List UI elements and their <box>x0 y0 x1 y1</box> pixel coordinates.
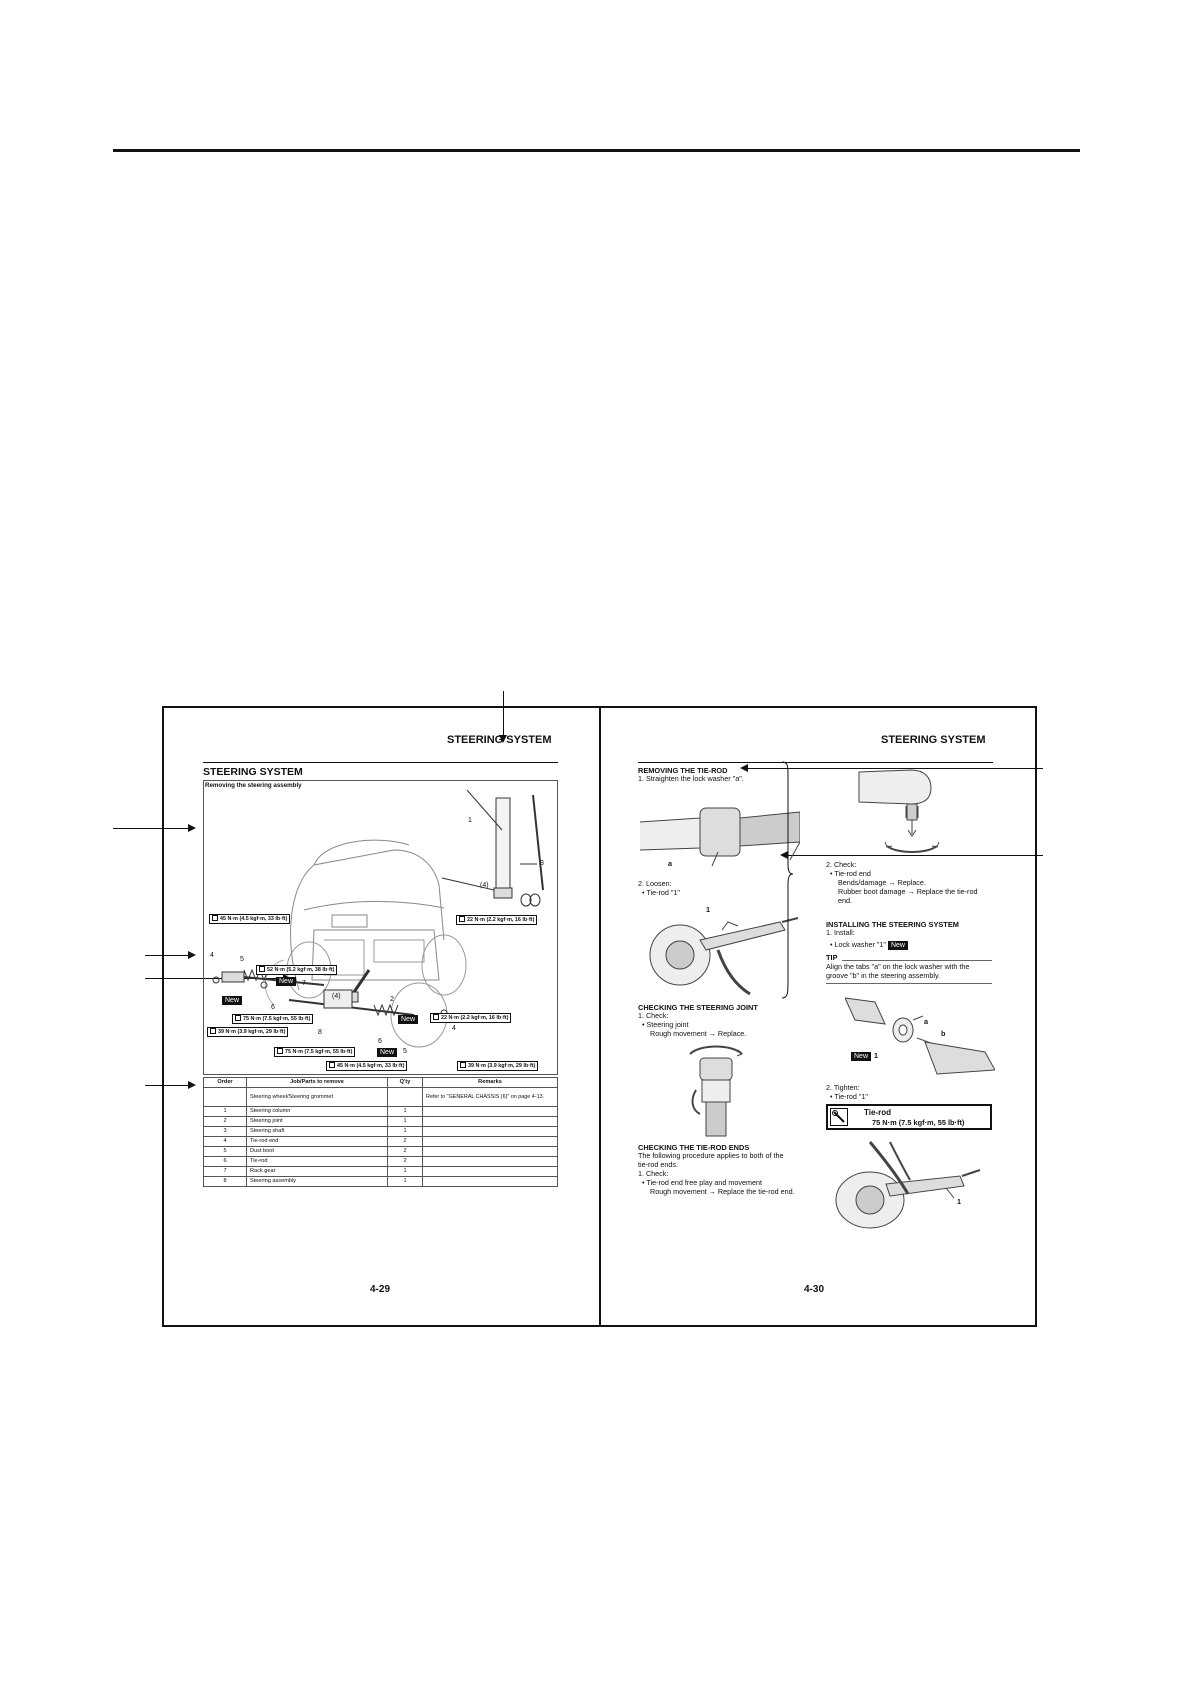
removing-step1: 1. Straighten the lock washer "a". <box>638 774 744 783</box>
wrench-icon <box>235 1015 241 1021</box>
torque-spec-name: Tie-rod <box>864 1108 891 1117</box>
wrench-icon <box>277 1048 283 1054</box>
wrench-icon <box>459 916 465 922</box>
page-top-rule <box>113 149 1080 152</box>
callout-1: 1 <box>468 817 472 824</box>
callout-3: 3 <box>540 860 544 867</box>
wrench-icon <box>210 1028 216 1034</box>
spread-divider <box>599 706 601 1327</box>
callout-2: 2 <box>390 996 394 1003</box>
check2-line3: end. <box>838 896 852 905</box>
new-badge-diagram-3: New <box>398 1015 418 1024</box>
checking-joint-step1: 1. Check: <box>638 1011 669 1020</box>
checking-ends-intro2: tie-rod ends. <box>638 1160 678 1169</box>
callout-5-right: 5 <box>403 1048 407 1055</box>
install-label-a: a <box>924 1017 928 1026</box>
removing-label-1: 1 <box>706 905 710 914</box>
checking-ends-title: CHECKING THE TIE-ROD ENDS <box>638 1143 750 1152</box>
wrench-icon <box>259 966 265 972</box>
right-header-rule <box>638 762 993 763</box>
checking-ends-step1: 1. Check: <box>638 1169 669 1178</box>
installing-step1: 1. Install: <box>826 928 855 937</box>
installing-title: INSTALLING THE STEERING SYSTEM <box>826 920 959 929</box>
removing-step2: 2. Loosen: <box>638 879 672 888</box>
checking-joint-result: Rough movement → Replace. <box>650 1029 747 1038</box>
parts-table <box>203 1077 558 1187</box>
callout-4-right: 4 <box>452 1025 456 1032</box>
check2-item: • Tie-rod end <box>830 869 871 878</box>
torque-label-7: 75 N·m (7.5 kgf·m, 55 lb·ft) <box>274 1047 355 1057</box>
new-badge-install-figure: New <box>851 1052 871 1061</box>
table-row: 3 Steering shaft 1 <box>204 1127 558 1137</box>
torque-label-8: 45 N·m (4.5 kgf·m, 33 lb·ft) <box>326 1061 407 1071</box>
col-remarks: Remarks <box>423 1078 558 1088</box>
tip-line1: Align the tabs "a" on the lock washer with the <box>826 962 970 971</box>
installing-item <box>830 941 908 950</box>
callout-4: 4 <box>210 952 214 959</box>
right-running-header: STEERING SYSTEM <box>881 734 986 746</box>
torque-label-9: 39 N·m (3.9 kgf·m, 29 lb·ft) <box>457 1061 538 1071</box>
check2-line2: Rubber boot damage → Replace the tie-rod <box>838 887 978 896</box>
steering-joint-illustration <box>686 1044 746 1140</box>
tighten-step: 2. Tighten: <box>826 1083 860 1092</box>
wrench-icon <box>329 1062 335 1068</box>
install-label-1: 1 <box>874 1051 878 1060</box>
tighten-item: • Tie-rod "1" <box>830 1092 868 1101</box>
right-page-number: 4-30 <box>804 1284 825 1295</box>
table-row: 6 Tie-rod 2 <box>204 1157 558 1167</box>
new-badge-diagram-1: New <box>222 996 242 1005</box>
callout-4-nut: (4) <box>480 882 489 889</box>
new-badge-diagram-2: New <box>276 977 296 986</box>
checking-ends-item: • Tie-rod end free play and movement <box>642 1178 762 1187</box>
left-subsection: Removing the steering assembly <box>205 782 302 789</box>
torque-label-6: 39 N·m (3.9 kgf·m, 29 lb·ft) <box>207 1027 288 1037</box>
tip-label: TIP <box>826 953 838 962</box>
col-order: Order <box>204 1078 247 1088</box>
wrench-icon <box>460 1062 466 1068</box>
torque-label-5: 22 N·m (2.2 kgf·m, 16 lb·ft) <box>430 1013 511 1023</box>
table-row: 8 Steering assembly 1 <box>204 1177 558 1187</box>
callout-6-right: 6 <box>378 1038 382 1045</box>
col-job: Job/Parts to remove <box>247 1078 388 1088</box>
col-qty: Q'ty <box>388 1078 423 1088</box>
removing-step2-item: • Tie-rod "1" <box>642 888 680 897</box>
lock-washer-illustration <box>640 782 800 870</box>
removing-title: REMOVING THE TIE-ROD <box>638 766 728 775</box>
tip-rule-top <box>842 960 992 961</box>
table-row: 7 Rack gear 1 <box>204 1167 558 1177</box>
torque-label-3: 52 N·m (5.2 kgf·m, 38 lb·ft) <box>256 965 337 975</box>
callout-8: 8 <box>318 1029 322 1036</box>
callout-6: 6 <box>271 1004 275 1011</box>
table-row: Steering wheel/Steering grommet Refer to "GENERAL CHASSIS (6)" on page 4-13. <box>204 1088 558 1107</box>
wrench-icon <box>212 915 218 921</box>
left-running-header: STEERING SYSTEM <box>447 734 552 746</box>
tip-rule-bottom <box>826 983 992 984</box>
torque-label-1: 45 N·m (4.5 kgf·m, 33 lb·ft) <box>209 914 290 924</box>
loosen-tie-rod-illustration <box>640 900 800 996</box>
check2-line1: Bends/damage → Replace. <box>838 878 926 887</box>
callout-4-nut-b: (4) <box>332 993 341 1000</box>
table-row: 5 Dust boot 2 <box>204 1147 558 1157</box>
removing-label-a: a <box>668 859 672 868</box>
tighten-label-1: 1 <box>957 1197 961 1206</box>
torque-spec-box <box>826 1104 992 1130</box>
checking-joint-item: • Steering joint <box>642 1020 689 1029</box>
tighten-tie-rod-illustration <box>830 1140 990 1232</box>
checking-joint-title: CHECKING THE STEERING JOINT <box>638 1003 758 1012</box>
table-row: 1 Steering column 1 <box>204 1107 558 1117</box>
torque-label-2: 22 N·m (2.2 kgf·m, 16 lb·ft) <box>456 915 537 925</box>
tie-rod-end-illustration <box>855 766 955 856</box>
tip-line2: groove "b" in the steering assembly. <box>826 971 941 980</box>
lock-washer-install-illustration <box>845 990 995 1078</box>
table-header-row <box>204 1078 558 1088</box>
left-page-number: 4-29 <box>370 1284 391 1295</box>
table-row: 2 Steering joint 1 <box>204 1117 558 1127</box>
callout-5: 5 <box>240 956 244 963</box>
left-section-title: STEERING SYSTEM <box>203 766 303 778</box>
check2-step: 2. Check: <box>826 860 857 869</box>
wrench-icon <box>433 1014 439 1020</box>
section-brace <box>780 760 794 1000</box>
torque-label-4: 75 N·m (7.5 kgf·m, 55 lb·ft) <box>232 1014 313 1024</box>
installing-item-text: • Lock washer "1" <box>830 940 886 949</box>
checking-ends-intro1: The following procedure applies to both of the <box>638 1151 784 1160</box>
new-badge-install: New <box>888 941 908 950</box>
install-label-b: b <box>941 1029 946 1038</box>
table-row: 4 Tie-rod end 2 <box>204 1137 558 1147</box>
left-header-rule <box>203 762 558 763</box>
torque-wrench-icon <box>830 1108 848 1126</box>
new-badge-diagram-4: New <box>377 1048 397 1057</box>
callout-7: 7 <box>302 980 306 987</box>
torque-spec-value: 75 N·m (7.5 kgf·m, 55 lb·ft) <box>872 1118 965 1127</box>
checking-ends-result: Rough movement → Replace the tie-rod end. <box>650 1187 795 1196</box>
